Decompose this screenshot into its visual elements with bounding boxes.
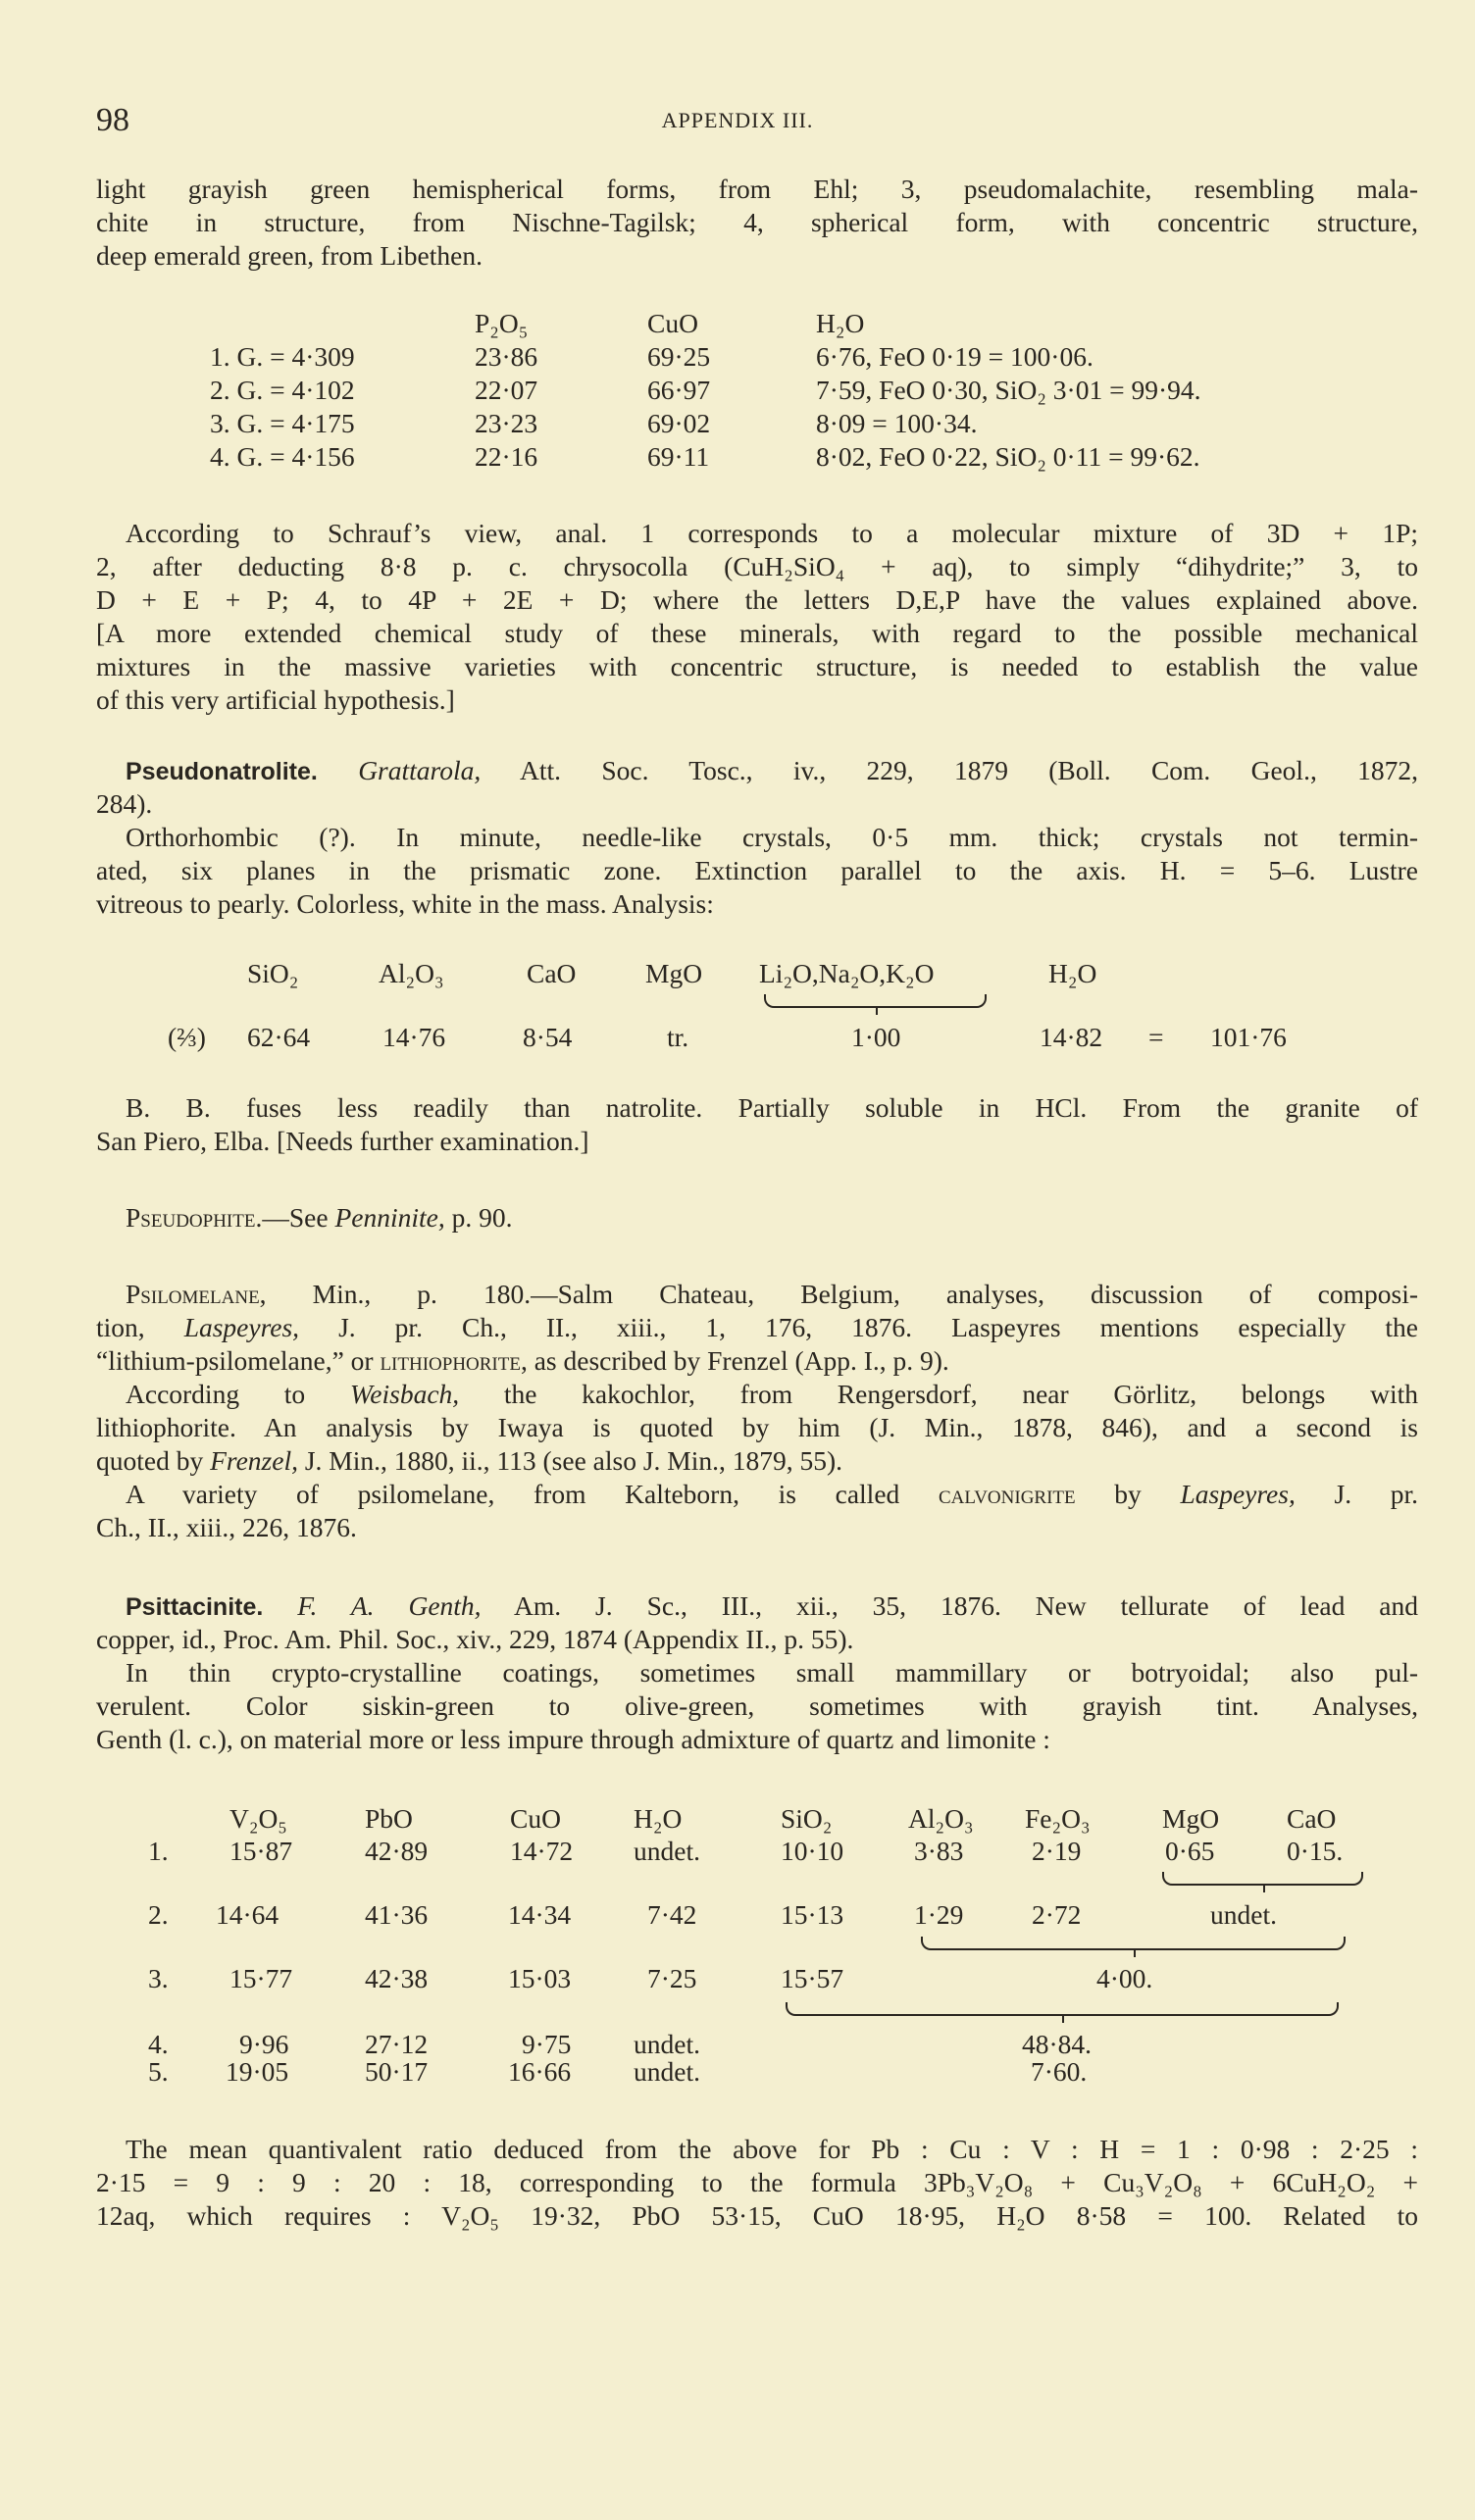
text-run: Genth (l. c.), on material more or less impure through admixture of quartz and limonite : [96, 1724, 1050, 1754]
row-number: 5. [148, 2056, 169, 2087]
column-header: Fe₂O₃ [1025, 1803, 1091, 1834]
text-line [96, 787, 1418, 821]
column-header: H₂O [816, 308, 865, 338]
text-run: 12aq, which requires : V₂O₅ 19·32, PbO 53·15, CuO 18·95, H₂O 8·58 = 100. Related to [96, 2200, 1418, 2231]
entry-heading: Pseudophite [126, 1202, 256, 1233]
text-line [96, 1378, 1418, 1411]
table-cell: 6·76, FeO 0·19 = 100·06. [816, 341, 1094, 372]
column-header: Al₂O₃ [908, 1803, 974, 1834]
text-line: deep emerald green, from Libethen. [96, 240, 483, 271]
text-line [96, 2166, 1418, 2199]
text-line [96, 821, 1418, 854]
table-cell: 0·15. [1287, 1836, 1344, 1866]
schrauf-paragraph [96, 517, 1418, 717]
entry-heading: Psilomelane [126, 1279, 260, 1309]
table-cell: 23·23 [475, 408, 538, 438]
text-run: The mean quantivalent ratio deduced from the above for Pb : Cu : V : H = 1 : 0·98 : 2·25 : [126, 2134, 1418, 2164]
table-cell: 8·54 [523, 1022, 573, 1052]
text-run: “lithium-psilomelane,” or [96, 1345, 381, 1376]
text-line [96, 583, 1418, 617]
text-run: Ch., II., xiii., 226, 1876. [96, 1512, 357, 1542]
table-cell: 2·19 [1032, 1836, 1082, 1866]
row-label: 4. G. = 4·156 [210, 441, 355, 472]
text-run: 2·15 = 9 : 9 : 20 : 18, corresponding to the formula 3Pb₃V₂O₈ + Cu₃V₂O₈ + 6CuH₂O₂ + [96, 2167, 1418, 2197]
text-line [96, 2133, 1418, 2166]
text-run [263, 1590, 297, 1621]
text-line [96, 1623, 1418, 1656]
text-run: J. pr. [1295, 1479, 1419, 1509]
column-header: PbO [365, 1803, 413, 1834]
table-cell: 69·11 [647, 441, 710, 472]
row-number: 3. [148, 1963, 169, 1993]
text-line [96, 887, 1418, 921]
text-line [96, 617, 1418, 650]
table-cell: = [1148, 1022, 1164, 1052]
text-run: According to [126, 1379, 350, 1409]
table-cell: 66·97 [647, 375, 711, 405]
text-line: chite in structure, from Nischne-Tagilsk; 4, spherical form, with concentric structure, [96, 207, 1418, 237]
column-header: SiO₂ [781, 1803, 833, 1834]
table-cell: 22·16 [475, 441, 538, 472]
text-run: San Piero, Elba. [Needs further examination.] [96, 1126, 589, 1156]
text-run: the kakochlor, from Rengersdorf, near Görlitz, belongs with [459, 1379, 1418, 1409]
text-run: by [1075, 1479, 1181, 1509]
table-cell: 15·13 [781, 1899, 844, 1930]
table-cell: 15·87 [229, 1836, 293, 1866]
column-header: CaO [527, 958, 577, 988]
table-cell: 14·82 [1040, 1022, 1103, 1052]
text-run: lithiophorite. An analysis by Iwaya is quoted by him (J. Min., 1878, 846), and a second is [96, 1412, 1418, 1442]
column-header: MgO [645, 958, 703, 988]
text-line [96, 1344, 1418, 1378]
table-cell: 15·77 [229, 1963, 293, 1993]
author-citation: Weisbach, [349, 1379, 460, 1409]
text-run: mixtures in the massive varieties with concentric structure, is needed to establish the value [96, 651, 1418, 681]
text-run: Am. J. Sc., III., xii., 35, 1876. New tellurate of lead and [481, 1590, 1419, 1621]
table-cell: undet. [634, 1836, 700, 1866]
author-citation: Frenzel, [210, 1445, 298, 1476]
table-cell: 69·25 [647, 341, 711, 372]
table-cell: undet. [634, 2056, 700, 2087]
text-run: B. B. fuses less readily than natrolite. Partially soluble in HCl. From the granite of [126, 1092, 1418, 1123]
table-cell: 14·72 [510, 1836, 574, 1866]
table-cell: 19·05 [226, 2056, 289, 2087]
column-header: SiO₂ [247, 958, 299, 988]
author-citation: Penninite, [334, 1202, 445, 1233]
table-cell: 3·83 [914, 1836, 964, 1866]
column-header: V₂O₅ [229, 1803, 287, 1834]
table-cell: 50·17 [365, 2056, 429, 2087]
text-line [96, 550, 1418, 583]
text-line [96, 1723, 1418, 1756]
table-cell: 62·64 [247, 1022, 311, 1052]
psittacinite-entry [96, 1589, 1418, 1756]
text-line [96, 1511, 1418, 1544]
text-line [96, 1589, 1418, 1623]
row-label: 1. G. = 4·309 [210, 341, 355, 372]
text-line [96, 2199, 1418, 2233]
text-line [96, 1125, 1418, 1158]
table-cell: 9·96 [239, 2029, 289, 2059]
column-header: P₂O₅ [475, 308, 529, 338]
table-cell: 16·66 [508, 2056, 572, 2087]
row-number: 4. [148, 2029, 169, 2059]
table-cell: 14·64 [216, 1899, 280, 1930]
table-cell: 0·65 [1165, 1836, 1215, 1866]
text-line [96, 1478, 1418, 1511]
column-header: H₂O [634, 1803, 683, 1834]
table-cell: 10·10 [781, 1836, 844, 1866]
text-line [96, 1278, 1418, 1311]
table-cell: 1·29 [914, 1899, 964, 1930]
text-run: ated, six planes in the prismatic zone. Extinction parallel to the axis. H. = 5–6. Lustre [96, 855, 1418, 885]
table-cell: 22·07 [475, 375, 538, 405]
table-cell: 8·09 = 100·34. [816, 408, 978, 438]
text-line [96, 683, 1418, 717]
grouping-brace [1162, 1872, 1363, 1886]
table-cell: 2·72 [1032, 1899, 1082, 1930]
text-run: According to Schrauf’s view, anal. 1 corresponds to a molecular mixture of 3D + 1P; [126, 518, 1418, 548]
text-run: A variety of psilomelane, from Kalteborn, is called [126, 1479, 939, 1509]
column-header: Al₂O₃ [379, 958, 444, 988]
grouped-value: 4·00. [1096, 1963, 1153, 1993]
text-run: verulent. Color siskin-green to olive-green, sometimes with grayish tint. Analyses, [96, 1690, 1418, 1721]
intro-paragraph [96, 173, 1418, 273]
table-cell: 42·89 [365, 1836, 429, 1866]
text-line [96, 1656, 1418, 1689]
table-cell: 15·03 [508, 1963, 572, 1993]
table-cell: 7·59, FeO 0·30, SiO₂ 3·01 = 99·94. [816, 375, 1201, 405]
table-cell: 69·02 [647, 408, 711, 438]
text-run: .—See [255, 1202, 335, 1233]
table-cell: 8·02, FeO 0·22, SiO₂ 0·11 = 99·62. [816, 441, 1200, 472]
grouping-brace [921, 1937, 1346, 1950]
text-run: Orthorhombic (?). In minute, needle-like crystals, 0·5 mm. thick; crystals not termin- [126, 822, 1418, 852]
text-run: vitreous to pearly. Colorless, white in the mass. Analysis: [96, 888, 714, 919]
text-run: J. Min., 1880, ii., 113 (see also J. Min., 1879, 55). [297, 1445, 843, 1476]
column-header: CuO [647, 308, 698, 338]
table-cell: 1·00 [851, 1022, 901, 1052]
text-run: , as described by Frenzel (App. I., p. 9). [520, 1345, 949, 1376]
column-header: CaO [1287, 1803, 1337, 1834]
table-cell: 27·12 [365, 2029, 429, 2059]
entry-heading: calvonigrite [938, 1479, 1076, 1509]
pseudonatrolite-entry [96, 754, 1418, 921]
entry-heading: Psittacinite. [126, 1593, 264, 1621]
pseudophite-entry [96, 1201, 1418, 1235]
author-citation: Laspeyres, [183, 1312, 300, 1342]
author-citation: Grattarola, [358, 755, 482, 785]
row-label: (⅔) [168, 1022, 206, 1052]
column-header: MgO [1162, 1803, 1220, 1834]
text-run: of this very artificial hypothesis.] [96, 684, 455, 715]
text-run [318, 755, 358, 785]
text-run: Att. Soc. Tosc., iv., 229, 1879 (Boll. Com. Geol., 1872, [481, 755, 1418, 785]
table-cell: tr. [667, 1022, 689, 1052]
grouped-value: 7·60. [1031, 2056, 1088, 2087]
text-run: tion, [96, 1312, 184, 1342]
text-run: quoted by [96, 1445, 211, 1476]
grouping-brace [786, 2002, 1339, 2016]
grouping-brace [764, 994, 987, 1008]
text-run: J. pr. Ch., II., xiii., 1, 176, 1876. Laspeyres mentions especially the [299, 1312, 1418, 1342]
text-line [96, 1201, 1418, 1235]
text-run: D + E + P; 4, to 4P + 2E + D; where the letters D,E,P have the values explained above. [96, 584, 1418, 615]
page-number: 98 [96, 102, 129, 138]
table-cell: 14·76 [382, 1022, 446, 1052]
table-cell: 41·36 [365, 1899, 429, 1930]
column-header: CuO [510, 1803, 561, 1834]
row-label: 3. G. = 4·175 [210, 408, 355, 438]
author-citation: F. A. Genth, [297, 1590, 482, 1621]
author-citation: Laspeyres, [1180, 1479, 1296, 1509]
column-header: H₂O [1048, 958, 1097, 988]
text-run: copper, id., Proc. Am. Phil. Soc., xiv., 229, 1874 (Appendix II., p. 55). [96, 1624, 854, 1654]
text-line [96, 854, 1418, 887]
text-run: 2, after deducting 8·8 p. c. chrysocolla (CuH₂SiO₄ + aq), to simply “dihydrite;” 3, to [96, 551, 1418, 581]
table-cell: 23·86 [475, 341, 538, 372]
running-head: APPENDIX III. [661, 108, 814, 132]
row-number: 1. [148, 1836, 169, 1866]
column-header: Li₂O,Na₂O,K₂O [759, 958, 935, 988]
table-cell: 14·34 [508, 1899, 572, 1930]
text-run: p. 90. [444, 1202, 513, 1233]
text-line [96, 1411, 1418, 1444]
text-line [96, 754, 1418, 787]
text-line: light grayish green hemispherical forms, from Ehl; 3, pseudomalachite, resembling mala- [96, 174, 1418, 204]
table-cell: 15·57 [781, 1963, 844, 1993]
text-line [96, 1444, 1418, 1478]
table-cell: 101·76 [1210, 1022, 1287, 1052]
text-line [96, 1689, 1418, 1723]
table-cell: 9·75 [522, 2029, 572, 2059]
text-run: [A more extended chemical study of these minerals, with regard to the possible mechanical [96, 618, 1418, 648]
bb-paragraph [96, 1091, 1418, 1158]
grouped-value: 48·84. [1022, 2029, 1093, 2059]
text-line [96, 1311, 1418, 1344]
table-cell: undet. [634, 2029, 700, 2059]
table-cell: 7·42 [647, 1899, 697, 1930]
psilomelane-entry [96, 1278, 1418, 1544]
text-run: 284). [96, 788, 153, 819]
text-run: , Min., p. 180.—Salm Chateau, Belgium, analyses, discussion of composi- [259, 1279, 1418, 1309]
row-number: 2. [148, 1899, 169, 1930]
entry-heading: lithiophorite [380, 1345, 521, 1376]
row-label: 2. G. = 4·102 [210, 375, 355, 405]
text-run: In thin crypto-crystalline coatings, sometimes small mammillary or botryoidal; also pul- [126, 1657, 1418, 1688]
final-paragraph [96, 2133, 1418, 2233]
table-cell: 42·38 [365, 1963, 429, 1993]
entry-heading: Pseudonatrolite. [126, 758, 318, 785]
text-line [96, 650, 1418, 683]
grouped-value: undet. [1210, 1899, 1277, 1930]
text-line [96, 1091, 1418, 1125]
table-cell: 7·25 [647, 1963, 697, 1993]
text-line [96, 517, 1418, 550]
